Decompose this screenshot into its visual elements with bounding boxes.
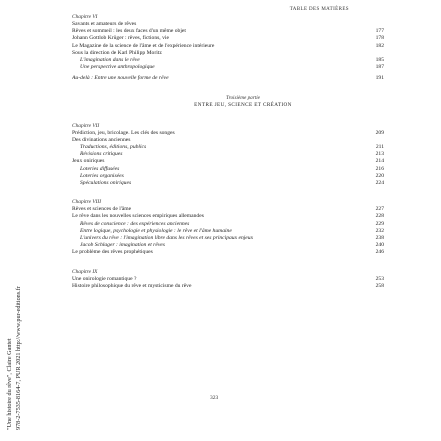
toc-entry: Jeux oniriques 214 [72,158,384,165]
chapter-label: Chapitre VIII [72,199,101,206]
toc-entry: Loteries organisées 220 [80,172,384,179]
toc-entry: Spéculations oniriques 224 [80,180,384,187]
toc-entry: Au-delà : Entre une nouvelle forme de rêve 191 [72,75,384,82]
part-label: Troisième partie [226,94,260,101]
chapter-label: Chapitre VII [72,122,100,129]
chapter-8 [72,199,384,256]
toc-entry: Une perspective anthropologique 187 [80,64,384,71]
part-heading [72,95,384,109]
toc-entry: Savants et amateurs de rêves [72,21,137,27]
citation-title: "Une histoire du rêve", Claire Gantet [6,338,13,430]
toc-entry: Prédiction, jeu, bricolage. Les clés des songes 209 [72,129,384,136]
running-head: TABLE DES MATIÈRES [289,7,349,12]
toc-entry: Révisions critiques 213 [80,151,384,158]
margin-citation [6,100,26,430]
chapter-label: Chapitre IX [72,268,98,275]
toc-entry: Histoire philosophique du rêve et mysticisme du rêve 258 [72,282,384,289]
toc-entry: Entre logique, psychologie et physiologie : le rêve et l'âme humaine 232 [80,227,384,234]
toc-entry: Le Magazine de la science de l'âme et de l'expérience intérieure 182 [72,42,384,49]
toc-entry: Johann Gottlob Krüger : rêves, fictions, vie 178 [72,35,384,42]
toc-entry: Le rêve dans les nouvelles sciences empiriques allemandes 228 [72,213,384,220]
chapter-label: Chapitre VI [72,14,98,20]
toc-entry: Une onirologie romantique ? 253 [72,275,384,282]
toc-entry: Traductions, éditions, publics 211 [80,144,384,151]
toc-entry: Le problème des rêves prophétiques 246 [72,249,384,256]
toc-entry: Sous la direction de Karl Philipp Moritz [72,49,162,56]
part-title: ENTRE JEU, SCIENCE ET CRÉATION [194,101,292,108]
chapter-9 [72,269,384,290]
toc-entry: Rêves et sommeil : les deux faces d'un même objet 177 [72,28,384,35]
toc-entry: Rêves et sciences de l'âme 227 [72,206,384,213]
toc-entry: Jacob Schlager : imagination et rêves 240 [80,242,384,249]
toc-entry: L'univers du rêve : l'imagination libre dans les rêves et ses principaux enjeux 238 [80,235,384,242]
toc-entry: Des divinations anciennes [72,136,131,143]
chapter-6 [72,14,384,83]
chapter-7 [72,123,384,188]
toc-entry: Loteries diffusées 216 [80,165,384,172]
page-number: 323 [210,395,219,401]
toc-entry: Rêves de conscience : des expériences anciennes 229 [80,220,384,227]
toc-entry: L'imagination dans le rêve 185 [80,57,384,64]
table-of-contents [72,14,384,295]
citation-isbn: 978-2-7535-8164-7, PUR 2021 http://www.pur-editions.fr [15,286,22,430]
